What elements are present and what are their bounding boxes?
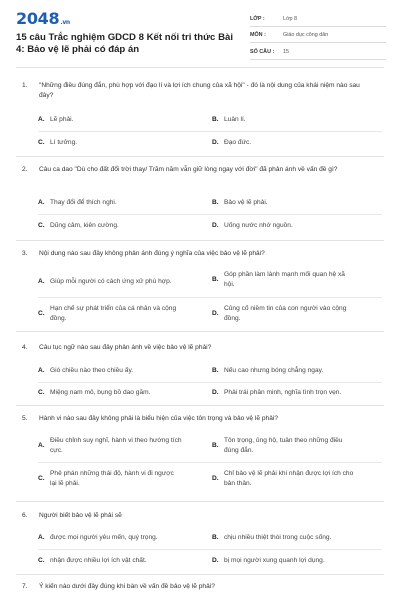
question-3 — [22, 249, 382, 259]
option-letter: D. — [212, 557, 219, 564]
question-2 — [22, 165, 382, 175]
option-text: Nếu cao nhưng bóng chẳng ngay. — [224, 367, 324, 374]
question-text: Câu ca dao "Dù cho đất đổi trời thay/ Trăm năm vẫn giữ lòng ngay với đời" đã phản ánh về vấn đề gì? — [39, 166, 338, 173]
site-logo[interactable] — [16, 9, 70, 28]
question-text: Ý kiến nào dưới đây đúng khi bàn về vấn đề bảo vệ lẽ phải? — [39, 583, 215, 590]
option-1b[interactable] — [212, 115, 356, 125]
meta-value: Lớp 8 — [283, 15, 298, 22]
question-divider — [16, 405, 384, 406]
option-divider — [38, 297, 382, 298]
option-divider — [38, 549, 382, 550]
header-divider — [16, 67, 384, 68]
question-text: Câu tục ngữ nào sau đây phản ánh về việc bảo vệ lẽ phải? — [39, 344, 212, 351]
option-text: Gió chiều nào theo chiều ấy. — [50, 367, 134, 374]
meta-row-subject — [250, 27, 386, 44]
question-text: "Những điều đúng đắn, phù hợp với đạo lí và lợi ích chung của xã hội" - đó là nội dung của khái niệm nào sau đây? — [39, 82, 360, 99]
option-4a[interactable] — [38, 366, 182, 376]
meta-value: Giáo dục công dân — [283, 32, 329, 38]
option-letter: C. — [38, 557, 45, 564]
option-1c[interactable] — [38, 138, 182, 148]
option-text: Tôn trọng, ủng hộ, tuân theo những điều đúng đắn. — [224, 437, 343, 454]
question-number: 4. — [22, 344, 28, 351]
option-5a[interactable] — [38, 436, 182, 455]
page-title: 15 câu Trắc nghiệm GDCD 8 Kết nối tri thức Bài 4: Bảo vệ lẽ phải có đáp án — [16, 32, 233, 55]
question-text: Người biết bảo vệ lẽ phải sẽ — [39, 512, 122, 519]
question-number: 7. — [22, 583, 28, 590]
option-letter: C. — [38, 389, 45, 396]
option-6c[interactable] — [38, 556, 200, 566]
option-letter: C. — [38, 139, 45, 146]
meta-row-count — [250, 43, 386, 60]
question-number: 2. — [22, 166, 28, 173]
option-letter: D. — [212, 139, 219, 146]
option-letter: B. — [212, 275, 219, 283]
option-text: Phải trái phân minh, nghĩa tình trọn vẹn. — [224, 389, 342, 396]
option-3a[interactable] — [38, 277, 182, 287]
option-text: Lí tưởng. — [50, 139, 78, 146]
meta-table — [250, 10, 386, 60]
question-7 — [22, 582, 382, 592]
logo-suffix: .vn — [60, 19, 70, 26]
option-1a[interactable] — [38, 115, 182, 125]
question-4 — [22, 343, 382, 353]
logo-brand: 2048 — [16, 9, 60, 28]
option-2d[interactable] — [212, 221, 356, 231]
option-divider — [38, 214, 382, 215]
option-divider — [38, 131, 382, 132]
option-text: Phê phán những thái độ, hành vi đi ngược lại lẽ phải. — [50, 470, 174, 487]
meta-key: SỐ CÂU : — [250, 48, 275, 55]
option-6a[interactable] — [38, 533, 200, 543]
option-letter: A. — [38, 367, 45, 374]
question-number: 6. — [22, 512, 28, 519]
meta-value: 15 — [283, 48, 289, 55]
option-2a[interactable] — [38, 198, 182, 208]
option-letter: C. — [38, 309, 45, 317]
option-6b[interactable] — [212, 533, 384, 543]
question-5 — [22, 414, 382, 424]
option-letter: A. — [38, 534, 45, 541]
question-1 — [22, 81, 382, 101]
option-text: Lẽ phải. — [50, 116, 74, 123]
option-text: nhận được nhiều lợi ích vật chất. — [50, 557, 147, 564]
option-letter: B. — [212, 441, 219, 449]
question-divider — [16, 574, 384, 575]
question-divider — [16, 331, 384, 332]
option-letter: D. — [212, 389, 219, 396]
option-4d[interactable] — [212, 388, 374, 398]
option-text: Hạn chế sự phát triển của cá nhân và cộng đồng. — [50, 305, 177, 322]
option-text: chịu nhiều thiệt thòi trong cuộc sống. — [224, 534, 332, 541]
option-text: Điều chỉnh suy nghĩ, hành vi theo hướng tích cực. — [50, 437, 182, 454]
question-divider — [16, 501, 384, 502]
question-6 — [22, 511, 382, 521]
meta-key: MÔN : — [250, 32, 266, 38]
question-number: 3. — [22, 250, 28, 257]
option-letter: D. — [212, 309, 219, 317]
option-1d[interactable] — [212, 138, 356, 148]
option-divider — [38, 462, 382, 463]
option-4b[interactable] — [212, 366, 356, 376]
option-letter: A. — [38, 116, 45, 123]
option-letter: D. — [212, 222, 219, 229]
option-text: Luân lí. — [224, 116, 246, 123]
option-letter: B. — [212, 199, 219, 206]
option-divider — [38, 382, 382, 383]
meta-row-grade — [250, 10, 386, 27]
option-letter: B. — [212, 367, 219, 374]
option-text: Uống nước nhớ nguồn. — [224, 222, 293, 229]
option-5b[interactable] — [212, 436, 356, 455]
option-text: Góp phần làm lành mạnh mối quan hệ xã hội. — [224, 271, 345, 288]
option-3b[interactable] — [212, 270, 356, 289]
question-text: Nội dung nào sau đây không phản ánh đúng ý nghĩa của việc bảo vệ lẽ phải? — [39, 250, 265, 257]
option-letter: A. — [38, 278, 45, 285]
option-text: Thay đổi để thích nghi. — [50, 199, 117, 206]
option-2c[interactable] — [38, 221, 182, 231]
option-2b[interactable] — [212, 198, 356, 208]
option-letter: A. — [38, 199, 45, 206]
option-text: Đạo đức. — [224, 139, 252, 146]
question-text: Hành vi nào sau đây không phải là biểu hiện của việc tôn trọng và bảo vệ lẽ phải? — [39, 415, 279, 422]
option-text: Giúp mỗi người có cách ứng xử phù hợp. — [50, 278, 172, 285]
option-letter: A. — [38, 441, 45, 449]
option-text: bị mọi người xung quanh lợi dụng. — [224, 557, 325, 564]
option-text: Miệng nam mô, bụng bồ dao găm. — [50, 389, 151, 396]
option-letter: C. — [38, 474, 45, 482]
question-divider — [16, 156, 384, 157]
option-text: Củng cố niềm tin của con người vào cộng đồng. — [224, 305, 347, 322]
meta-key: LỚP : — [250, 15, 265, 22]
option-text: Chỉ bảo vệ lẽ phải khi nhận được lợi ích cho bản thân. — [224, 470, 354, 487]
question-number: 5. — [22, 415, 28, 422]
option-4c[interactable] — [38, 388, 182, 398]
option-text: Bảo vệ lẽ phải. — [224, 199, 268, 206]
option-letter: C. — [38, 222, 45, 229]
option-3d[interactable] — [212, 304, 356, 323]
question-divider — [16, 240, 384, 241]
option-5c[interactable] — [38, 469, 182, 488]
option-letter: D. — [212, 474, 219, 482]
question-number: 1. — [22, 82, 28, 89]
option-5d[interactable] — [212, 469, 356, 488]
option-6d[interactable] — [212, 556, 384, 566]
option-text: Dũng cảm, kiên cường. — [50, 222, 119, 229]
option-letter: B. — [212, 116, 219, 123]
option-text: được mọi người yêu mến, quý trọng. — [50, 534, 158, 541]
option-letter: B. — [212, 534, 219, 541]
option-3c[interactable] — [38, 304, 182, 323]
